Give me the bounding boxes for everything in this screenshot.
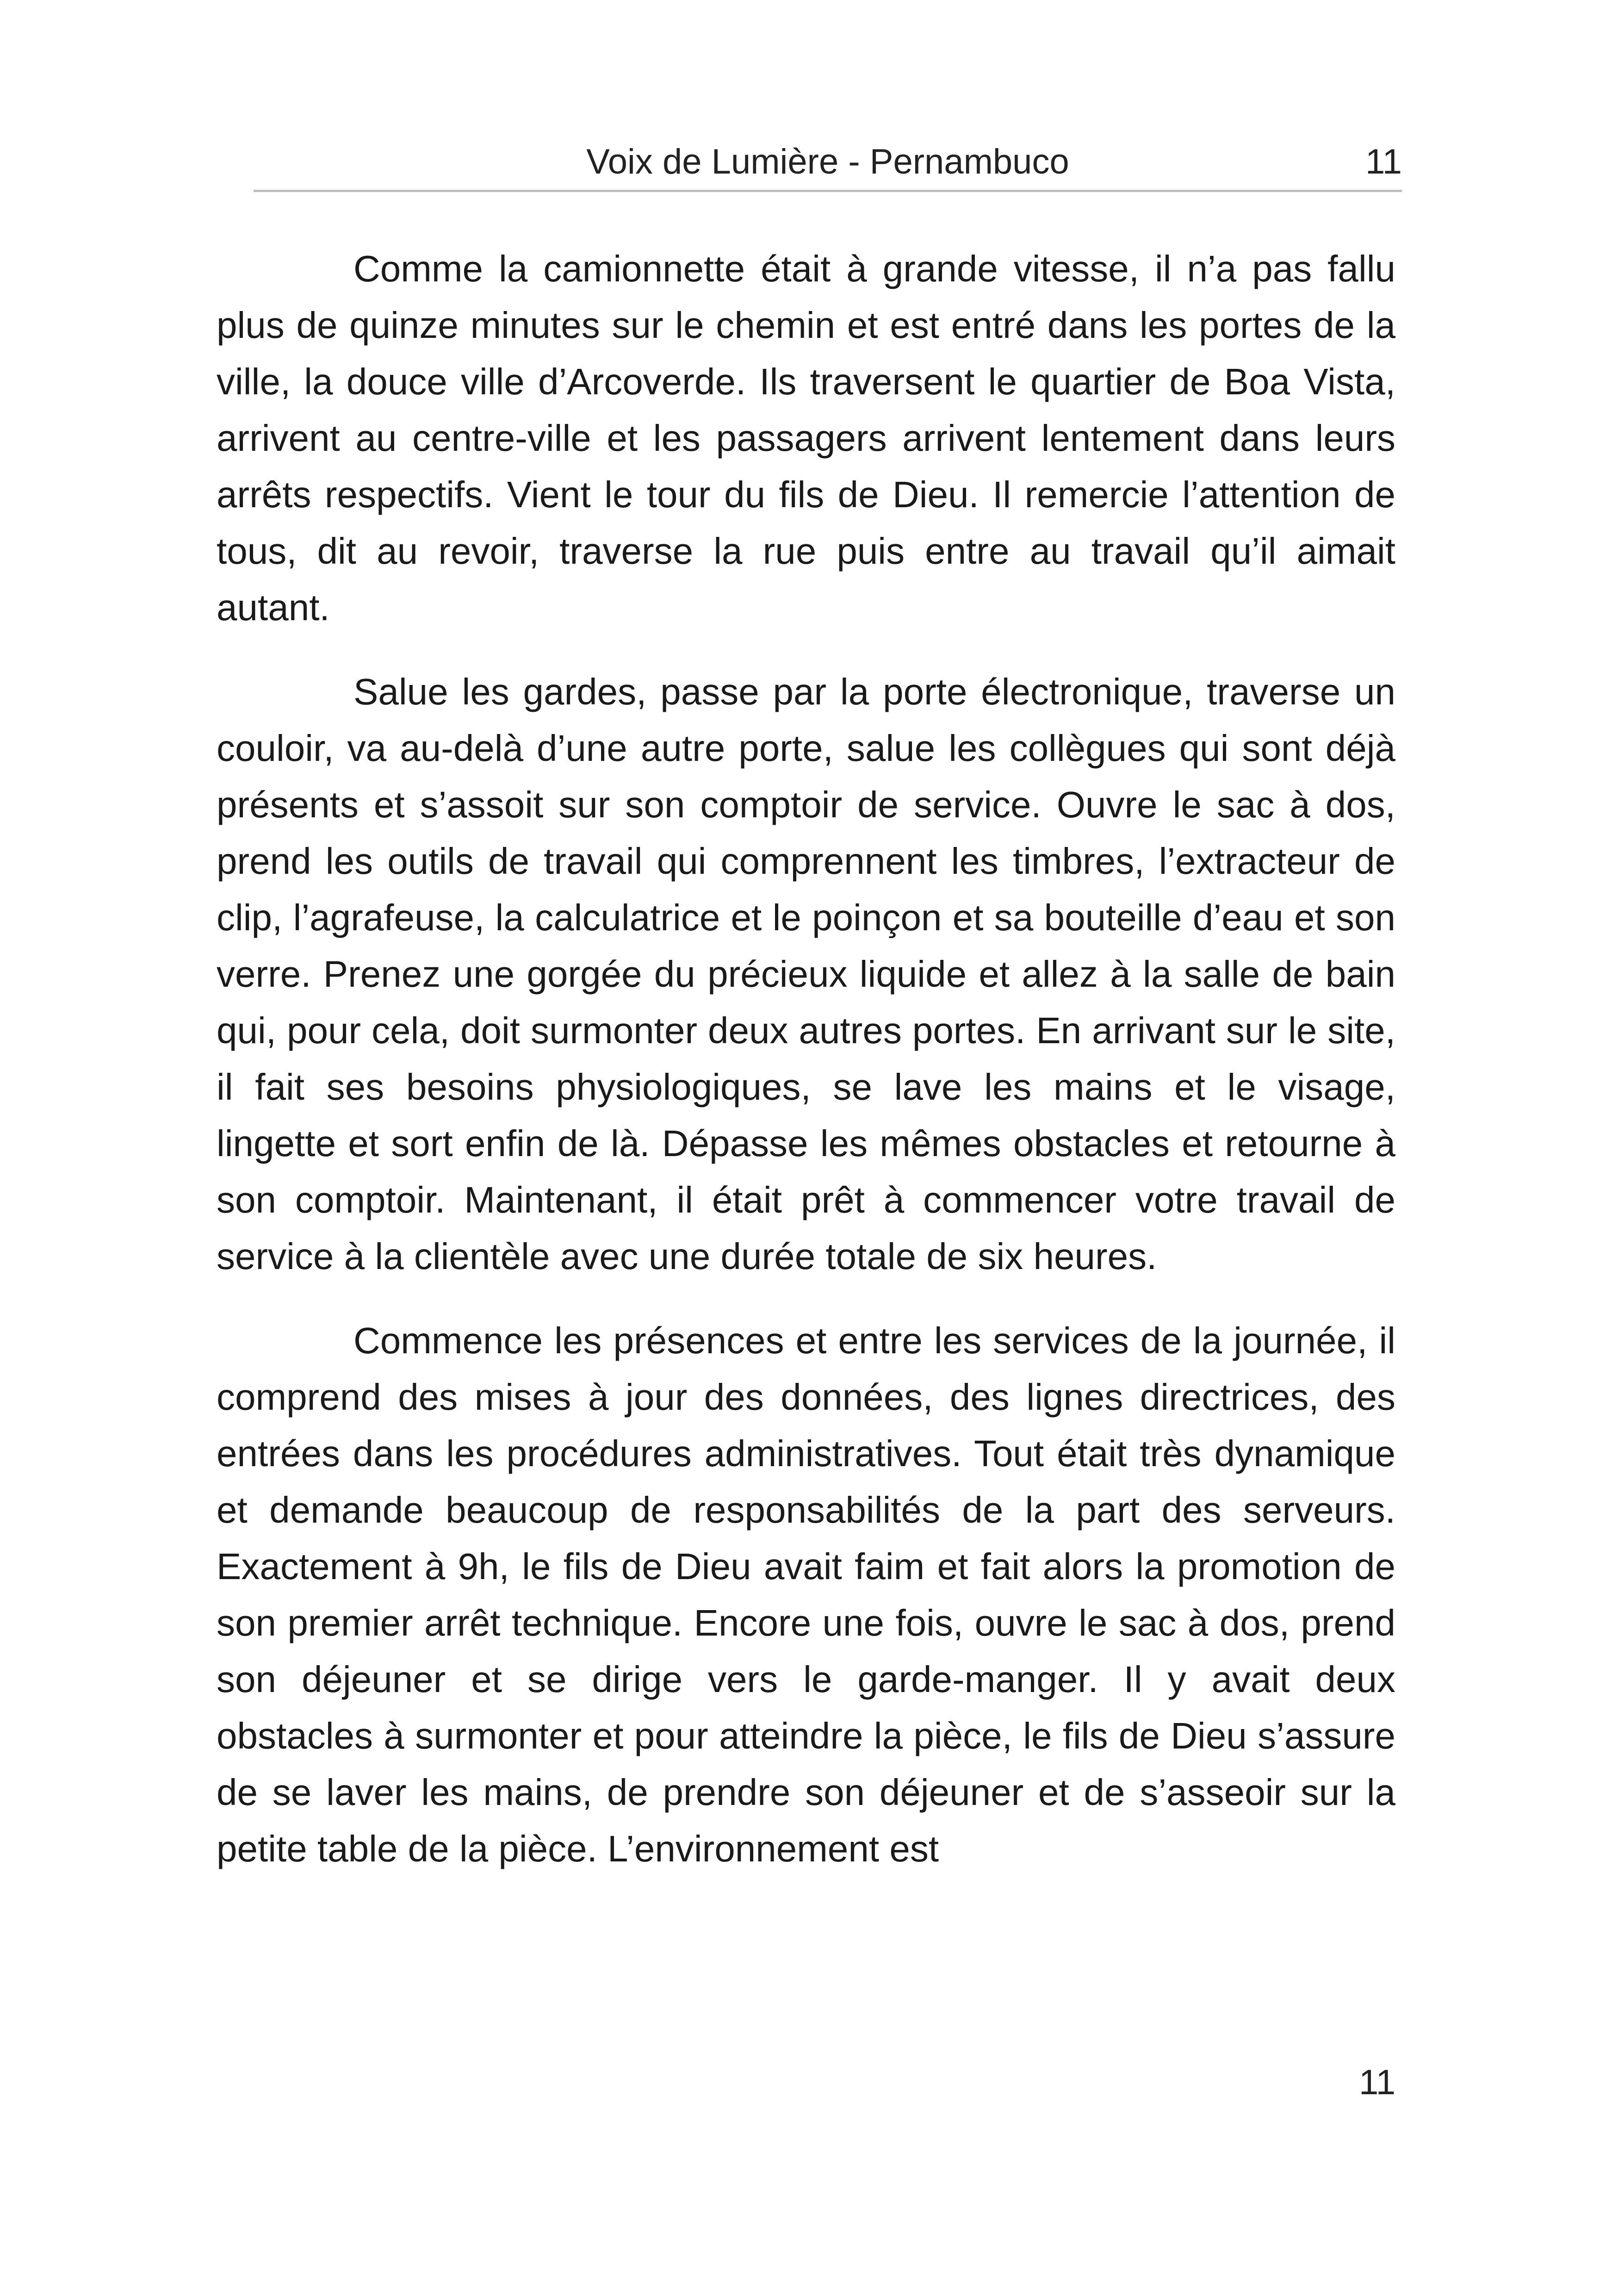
body-text — [217, 241, 1395, 1905]
footer-page-number: 11 — [1359, 2063, 1395, 2102]
header-page-number: 11 — [1365, 142, 1402, 181]
running-title: Voix de Lumière - Pernambuco — [586, 142, 1069, 181]
running-header — [254, 134, 1402, 192]
paragraph-3: Commence les présences et entre les services de la journée, il comprend des mises à jour des données, des lignes directrices, des entrées dans les procédures administratives. Tout était très dynamique et demande beaucoup de responsabilités de la part des serveurs. Exactement à 9h, le fils de Dieu avait faim et fait alors la promotion de son premier arrêt technique. Encore une fois, ouvre le sac à dos, prend son déjeuner et se dirige vers le garde-manger. Il y avait deux obstacles à surmonter et pour atteindre la pièce, le fils de Dieu s’assure de se laver les mains, de prendre son déjeuner et de s’asseoir sur la petite table de la pièce. L’environnement est — [217, 1320, 1395, 1869]
paragraph-2: Salue les gardes, passe par la porte électronique, traverse un couloir, va au-delà d’une autre porte, salue les collègues qui sont déjà présents et s’assoit sur son comptoir de service. Ouvre le sac à dos, prend les outils de travail qui comprennent les timbres, l’extracteur de clip, l’agrafeuse, la calculatrice et le poinçon et sa bouteille d’eau et son verre. Prenez une gorgée du précieux liquide et allez à la salle de bain qui, pour cela, doit surmonter deux autres portes. En arrivant sur le site, il fait ses besoins physiologiques, se lave les mains et le visage, lingette et sort enfin de là. Dépasse les mêmes obstacles et retourne à son comptoir. Maintenant, il était prêt à commencer votre travail de service à la clientèle avec une durée totale de six heures. — [217, 671, 1395, 1277]
paragraph-1: Comme la camionnette était à grande vitesse, il n’a pas fallu plus de quinze minutes sur le chemin et est entré dans les portes de la ville, la douce ville d’Arcoverde. Ils traversent le quartier de Boa Vista, arrivent au centre-ville et les passagers arrivent lentement dans leurs arrêts respectifs. Vient le tour du fils de Dieu. Il remercie l’attention de tous, dit au revoir, traverse la rue puis entre au travail qu’il aimait autant. — [217, 248, 1395, 628]
